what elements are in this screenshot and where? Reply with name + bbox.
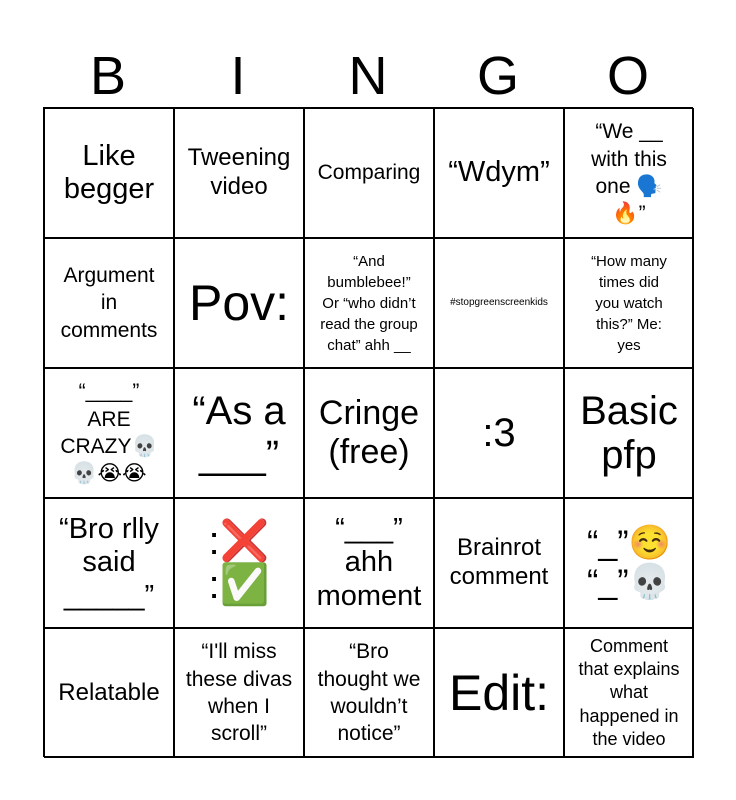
bingo-cell-i3[interactable]: “As a ___” xyxy=(174,368,304,498)
bingo-cell-g5[interactable]: Edit: xyxy=(434,628,564,758)
bingo-cell-g3[interactable]: :3 xyxy=(434,368,564,498)
bingo-cell-i4[interactable]: :❌ :✅ xyxy=(174,498,304,628)
bingo-cell-i5[interactable]: “I'll miss these divas when I scroll” xyxy=(174,628,304,758)
bingo-cell-n3[interactable]: Cringe (free) xyxy=(304,368,434,498)
bingo-cell-o2[interactable]: “How many times did you watch this?” Me: yes xyxy=(564,238,694,368)
bingo-cell-n5[interactable]: “Bro thought we wouldn’t notice” xyxy=(304,628,434,758)
header-letter-n: N xyxy=(348,46,388,106)
bingo-cell-b5[interactable]: Relatable xyxy=(44,628,174,758)
bingo-grid xyxy=(43,107,693,757)
bingo-cell-b2[interactable]: Argument in comments xyxy=(44,238,174,368)
bingo-cell-o5[interactable]: Comment that explains what happened in the video xyxy=(564,628,694,758)
bingo-cell-b1[interactable]: Like begger xyxy=(44,108,174,238)
bingo-cell-b4[interactable]: “Bro rlly said _____” xyxy=(44,498,174,628)
bingo-cell-n4[interactable]: “___” ahh moment xyxy=(304,498,434,628)
bingo-cell-o1[interactable]: “We __ with this one 🗣️ 🔥” xyxy=(564,108,694,238)
bingo-cell-o4[interactable]: “_”☺️ “_”💀 xyxy=(564,498,694,628)
bingo-cell-o3[interactable]: Basic pfp xyxy=(564,368,694,498)
header-letter-g: G xyxy=(476,46,519,106)
bingo-cell-i2[interactable]: Pov: xyxy=(174,238,304,368)
header-letter-i: I xyxy=(230,46,246,106)
bingo-cell-n1[interactable]: Comparing xyxy=(304,108,434,238)
bingo-cell-i1[interactable]: Tweening video xyxy=(174,108,304,238)
bingo-cell-g1[interactable]: “Wdym” xyxy=(434,108,564,238)
header-letter-o: O xyxy=(606,46,649,106)
bingo-header xyxy=(43,44,693,108)
bingo-cell-n2[interactable]: “And bumblebee!” Or “who didn’t read the group chat” ahh __ xyxy=(304,238,434,368)
bingo-cell-b3[interactable]: “____” ARE CRAZY💀 💀😭😭 xyxy=(44,368,174,498)
bingo-cell-g2[interactable]: #stopgreenscreenkids xyxy=(434,238,564,368)
header-letter-b: B xyxy=(89,46,127,106)
bingo-cell-g4[interactable]: Brainrot comment xyxy=(434,498,564,628)
